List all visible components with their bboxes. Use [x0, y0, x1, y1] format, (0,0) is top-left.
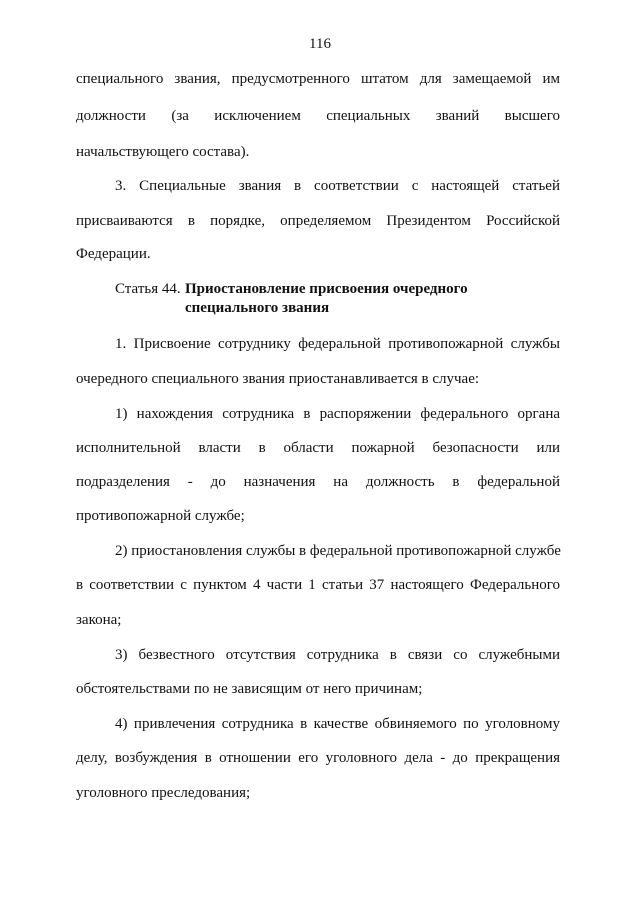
text-line: должности (за исключением специальных званий высшего: [76, 108, 560, 124]
page-number: 116: [309, 36, 331, 52]
text-line: обстоятельствами по не зависящим от него причинам;: [76, 681, 423, 697]
text-line: 4) привлечения сотрудника в качестве обвиняемого по уголовному: [115, 716, 560, 732]
text-line: 1. Присвоение сотруднику федеральной противопожарной службы: [115, 336, 560, 352]
text-line: противопожарной службе;: [76, 508, 245, 524]
text-line: 1) нахождения сотрудника в распоряжении федерального органа: [115, 406, 560, 422]
text-line: очередного специального звания приостанавливается в случае:: [76, 371, 480, 387]
article-heading: [115, 280, 468, 298]
text-line: специального звания, предусмотренного штатом для замещаемой им: [76, 71, 560, 87]
text-line: закона;: [76, 612, 122, 628]
article-title-line-2: специального звания: [185, 300, 330, 316]
text-line: подразделения - до назначения на должность в федеральной: [76, 474, 560, 490]
text-line: Федерации.: [76, 246, 151, 262]
text-line: начальствующего состава).: [76, 144, 250, 160]
text-line: присваиваются в порядке, определяемом Президентом Российской: [76, 213, 560, 229]
text-line: 3. Специальные звания в соответствии с настоящей статьей: [115, 178, 560, 194]
article-title-line-1: Приостановление присвоения очередного: [185, 281, 468, 297]
text-line: исполнительной власти в области пожарной безопасности или: [76, 440, 560, 456]
text-line: 2) приостановления службы в федеральной противопожарной службе: [115, 543, 561, 559]
text-line: в соответствии с пунктом 4 части 1 статьи 37 настоящего Федерального: [76, 577, 560, 593]
text-line: делу, возбуждения в отношении его уголовного дела - до прекращения: [76, 750, 560, 766]
text-line: 3) безвестного отсутствия сотрудника в связи со служебными: [115, 647, 560, 663]
article-number: Статья 44.: [115, 281, 181, 297]
text-line: уголовного преследования;: [76, 785, 251, 801]
